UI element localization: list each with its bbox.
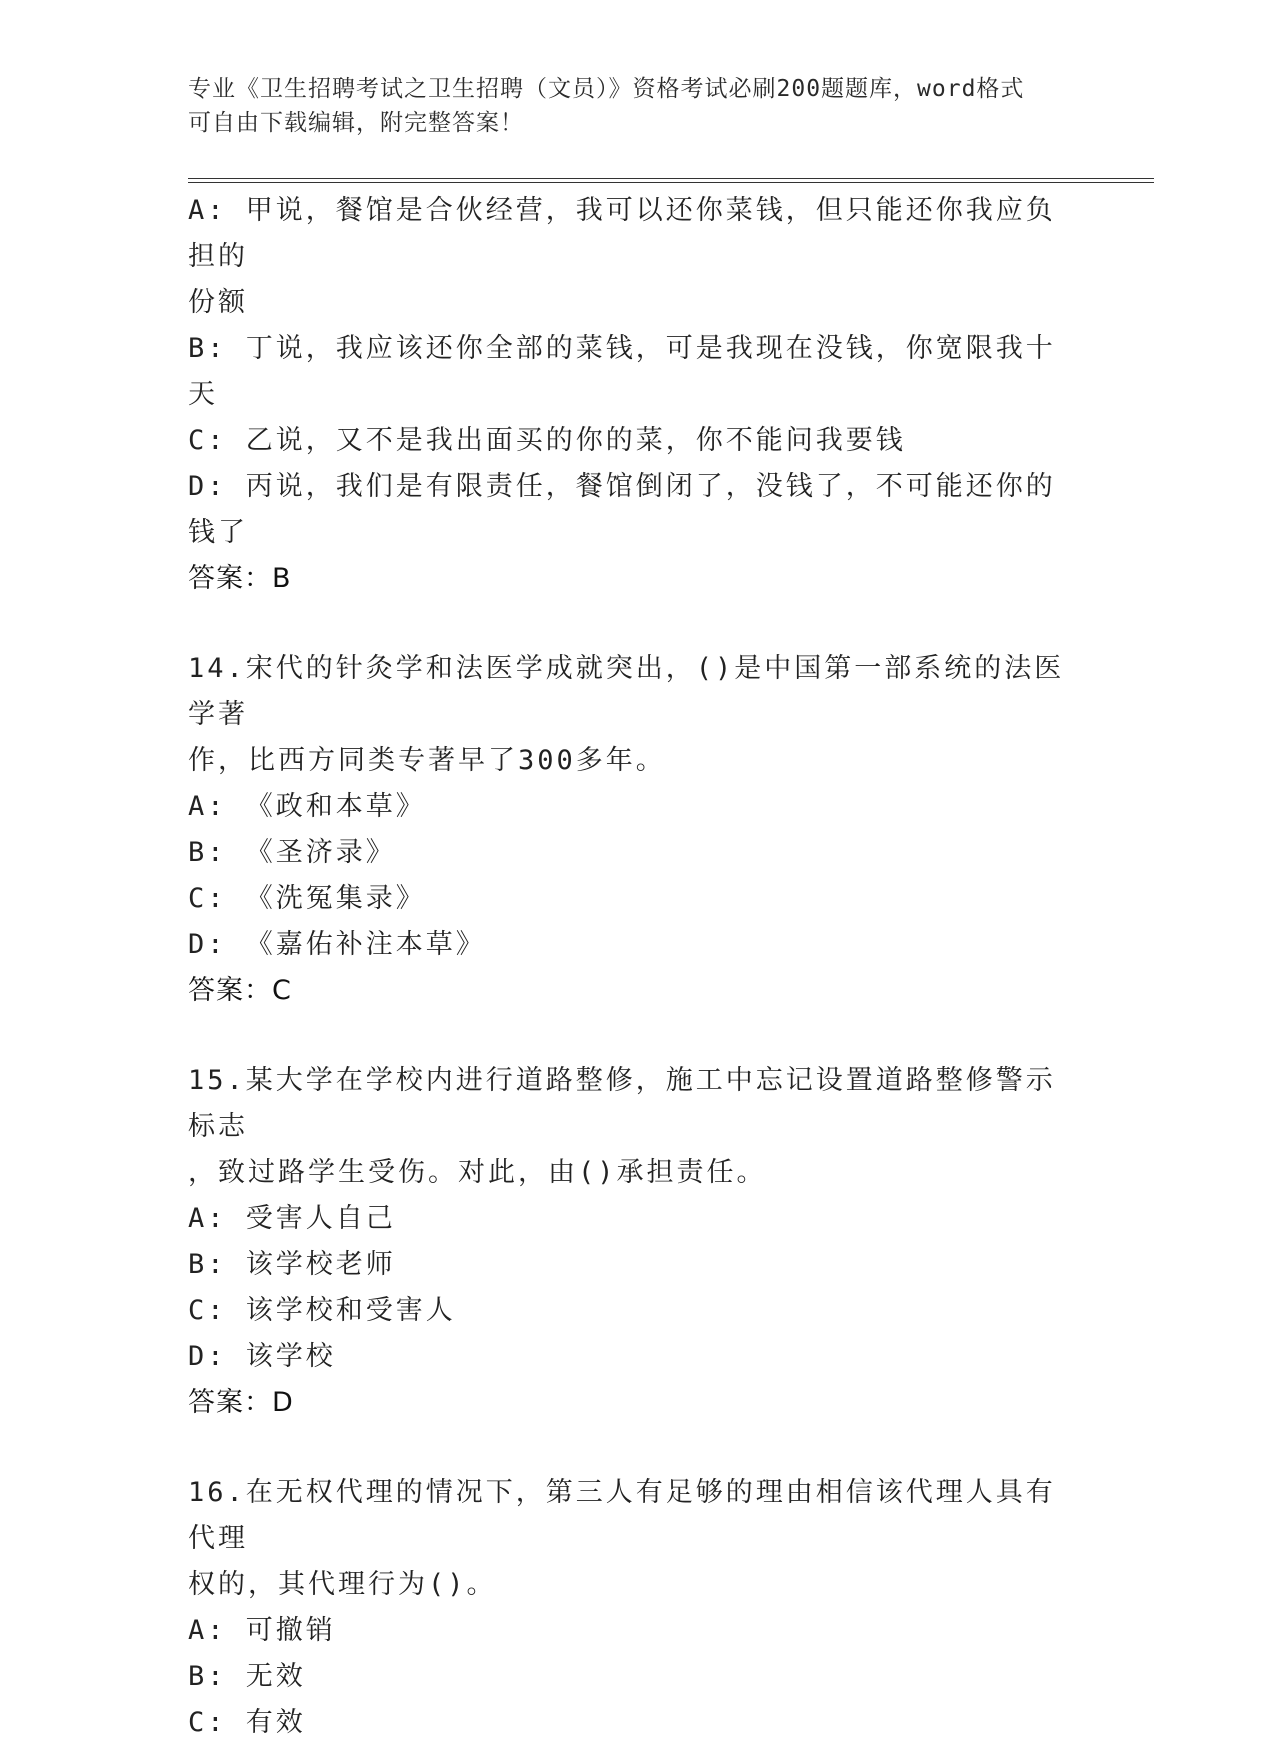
answer: 答案：B [188, 563, 292, 594]
option-b: B: 《圣济录》 [188, 837, 396, 868]
document-header [188, 72, 1088, 140]
option-b: B: 该学校老师 [188, 1249, 396, 1280]
question-stem-line-2: 权的，其代理行为()。 [188, 1569, 497, 1600]
option-d: D: 丙说，我们是有限责任，餐馆倒闭了，没钱了，不可能还你的钱了 [188, 471, 1056, 548]
option-d: D: 《嘉佑补注本草》 [188, 929, 486, 960]
header-line-1: 专业《卫生招聘考试之卫生招聘（文员）》资格考试必刷200题题库，word格式 [188, 76, 1025, 102]
question-spacer [188, 602, 1078, 646]
question-content [188, 188, 1078, 1746]
answer: 答案：C [188, 975, 292, 1006]
option-c: C: 乙说，又不是我出面买的你的菜，你不能问我要钱 [188, 425, 906, 456]
option-a: A: 受害人自己 [188, 1203, 396, 1234]
option-c: C: 《洗冤集录》 [188, 883, 426, 914]
question-stem-line-1: 16.在无权代理的情况下，第三人有足够的理由相信该代理人具有代理 [188, 1477, 1056, 1554]
header-divider-bottom [188, 182, 1154, 183]
option-a: A: 可撤销 [188, 1615, 336, 1646]
question-16 [188, 1470, 1078, 1746]
option-a: A: 《政和本草》 [188, 791, 426, 822]
question-stem-line-2: ，致过路学生受伤。对此，由()承担责任。 [188, 1157, 767, 1188]
option-a-line-1: A: 甲说，餐馆是合伙经营，我可以还你菜钱，但只能还你我应负担的 [188, 195, 1056, 272]
question-spacer [188, 1426, 1078, 1470]
option-b: B: 丁说，我应该还你全部的菜钱，可是我现在没钱，你宽限我十天 [188, 333, 1056, 410]
answer: 答案：D [188, 1387, 294, 1418]
option-c: C: 有效 [188, 1707, 306, 1738]
question-13 [188, 188, 1078, 602]
question-stem-line-1: 15.某大学在学校内进行道路整修，施工中忘记设置道路整修警示标志 [188, 1065, 1056, 1142]
option-b: B: 无效 [188, 1661, 306, 1692]
option-a-line-2: 份额 [188, 287, 248, 318]
question-15 [188, 1058, 1078, 1426]
question-stem-line-1: 14.宋代的针灸学和法医学成就突出，()是中国第一部系统的法医学著 [188, 653, 1065, 730]
header-line-2: 可自由下载编辑，附完整答案！ [188, 110, 524, 136]
question-stem-line-2: 作，比西方同类专著早了300多年。 [188, 745, 666, 776]
question-spacer [188, 1014, 1078, 1058]
header-divider-top [188, 178, 1154, 179]
option-c: C: 该学校和受害人 [188, 1295, 456, 1326]
question-14 [188, 646, 1078, 1014]
option-d: D: 该学校 [188, 1341, 336, 1372]
